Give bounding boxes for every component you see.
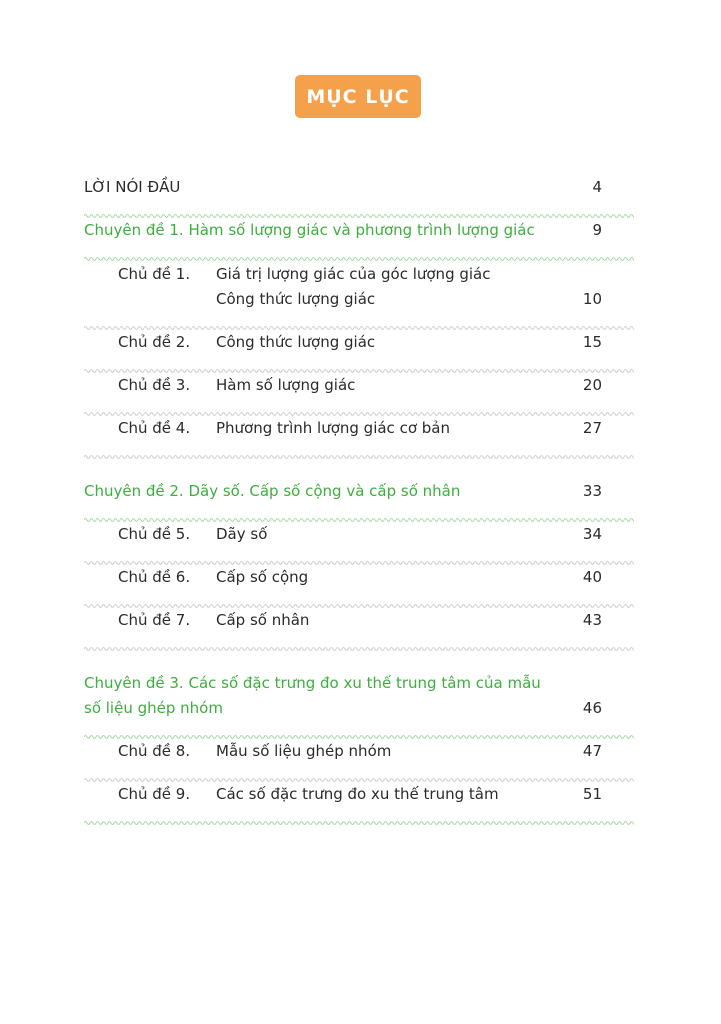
topic-5-label: Chủ đề 5. (118, 525, 191, 543)
divider (84, 508, 634, 514)
topic-4-title: Phương trình lượng giác cơ bản (216, 419, 450, 437)
divider (84, 637, 634, 643)
topic-1-page: 10 (582, 290, 602, 308)
topic-9-page: 51 (582, 785, 602, 803)
topic-3-page: 20 (582, 376, 602, 394)
chapter-3-page: 46 (582, 699, 602, 717)
divider (84, 359, 634, 365)
topic-1-title-line2: Công thức lượng giác (216, 290, 376, 308)
topic-6-title: Cấp số cộng (216, 568, 309, 586)
divider (84, 811, 634, 817)
preface-page: 4 (592, 178, 602, 196)
topic-7-page: 43 (582, 611, 602, 629)
divider (84, 594, 634, 600)
topic-2-title: Công thức lượng giác (216, 333, 376, 351)
topic-4-page: 27 (582, 419, 602, 437)
topic-3-title: Hàm số lượng giác (216, 376, 356, 394)
divider (84, 445, 634, 451)
toc-heading: MỤC LỤC (306, 85, 410, 108)
toc-entry-chapter-2[interactable] (84, 481, 634, 501)
divider (84, 551, 634, 557)
toc-entry-chapter-3-cont[interactable] (84, 698, 634, 718)
chapter-2-page: 33 (582, 482, 602, 500)
topic-7-label: Chủ đề 7. (118, 611, 191, 629)
topic-1-title-line1: Giá trị lượng giác của góc lượng giác (216, 265, 491, 283)
topic-2-page: 15 (582, 333, 602, 351)
topic-1-label: Chủ đề 1. (118, 265, 191, 283)
chapter-3-title-line2: số liệu ghép nhóm (84, 699, 223, 717)
divider (84, 402, 634, 408)
topic-9-title: Các số đặc trưng đo xu thế trung tâm (216, 785, 499, 803)
topic-8-label: Chủ đề 8. (118, 742, 191, 760)
toc-entry-preface[interactable] (84, 177, 634, 197)
topic-4-label: Chủ đề 4. (118, 419, 191, 437)
chapter-1-page: 9 (592, 221, 602, 239)
divider (84, 247, 634, 253)
topic-6-label: Chủ đề 6. (118, 568, 191, 586)
divider (84, 204, 634, 210)
divider (84, 725, 634, 731)
divider (84, 768, 634, 774)
toc-entry-chapter-1[interactable] (84, 220, 634, 240)
chapter-3-title-line1: Chuyên đề 3. Các số đặc trưng đo xu thế trung tâm của mẫu (84, 674, 541, 692)
topic-5-page: 34 (582, 525, 602, 543)
topic-8-page: 47 (582, 742, 602, 760)
chapter-1-title: Chuyên đề 1. Hàm số lượng giác và phương trình lượng giác (84, 221, 535, 239)
topic-3-label: Chủ đề 3. (118, 376, 191, 394)
topic-7-title: Cấp số nhân (216, 611, 310, 629)
topic-8-title: Mẫu số liệu ghép nhóm (216, 742, 392, 760)
topic-5-title: Dãy số (216, 525, 268, 543)
divider (84, 316, 634, 322)
toc-entry-chapter-3[interactable] (84, 673, 634, 693)
topic-9-label: Chủ đề 9. (118, 785, 191, 803)
topic-2-label: Chủ đề 2. (118, 333, 191, 351)
topic-6-page: 40 (582, 568, 602, 586)
chapter-2-title: Chuyên đề 2. Dãy số. Cấp số cộng và cấp số nhân (84, 482, 461, 500)
preface-title: LỜI NÓI ĐẦU (84, 178, 181, 196)
toc-heading-box (295, 75, 421, 118)
